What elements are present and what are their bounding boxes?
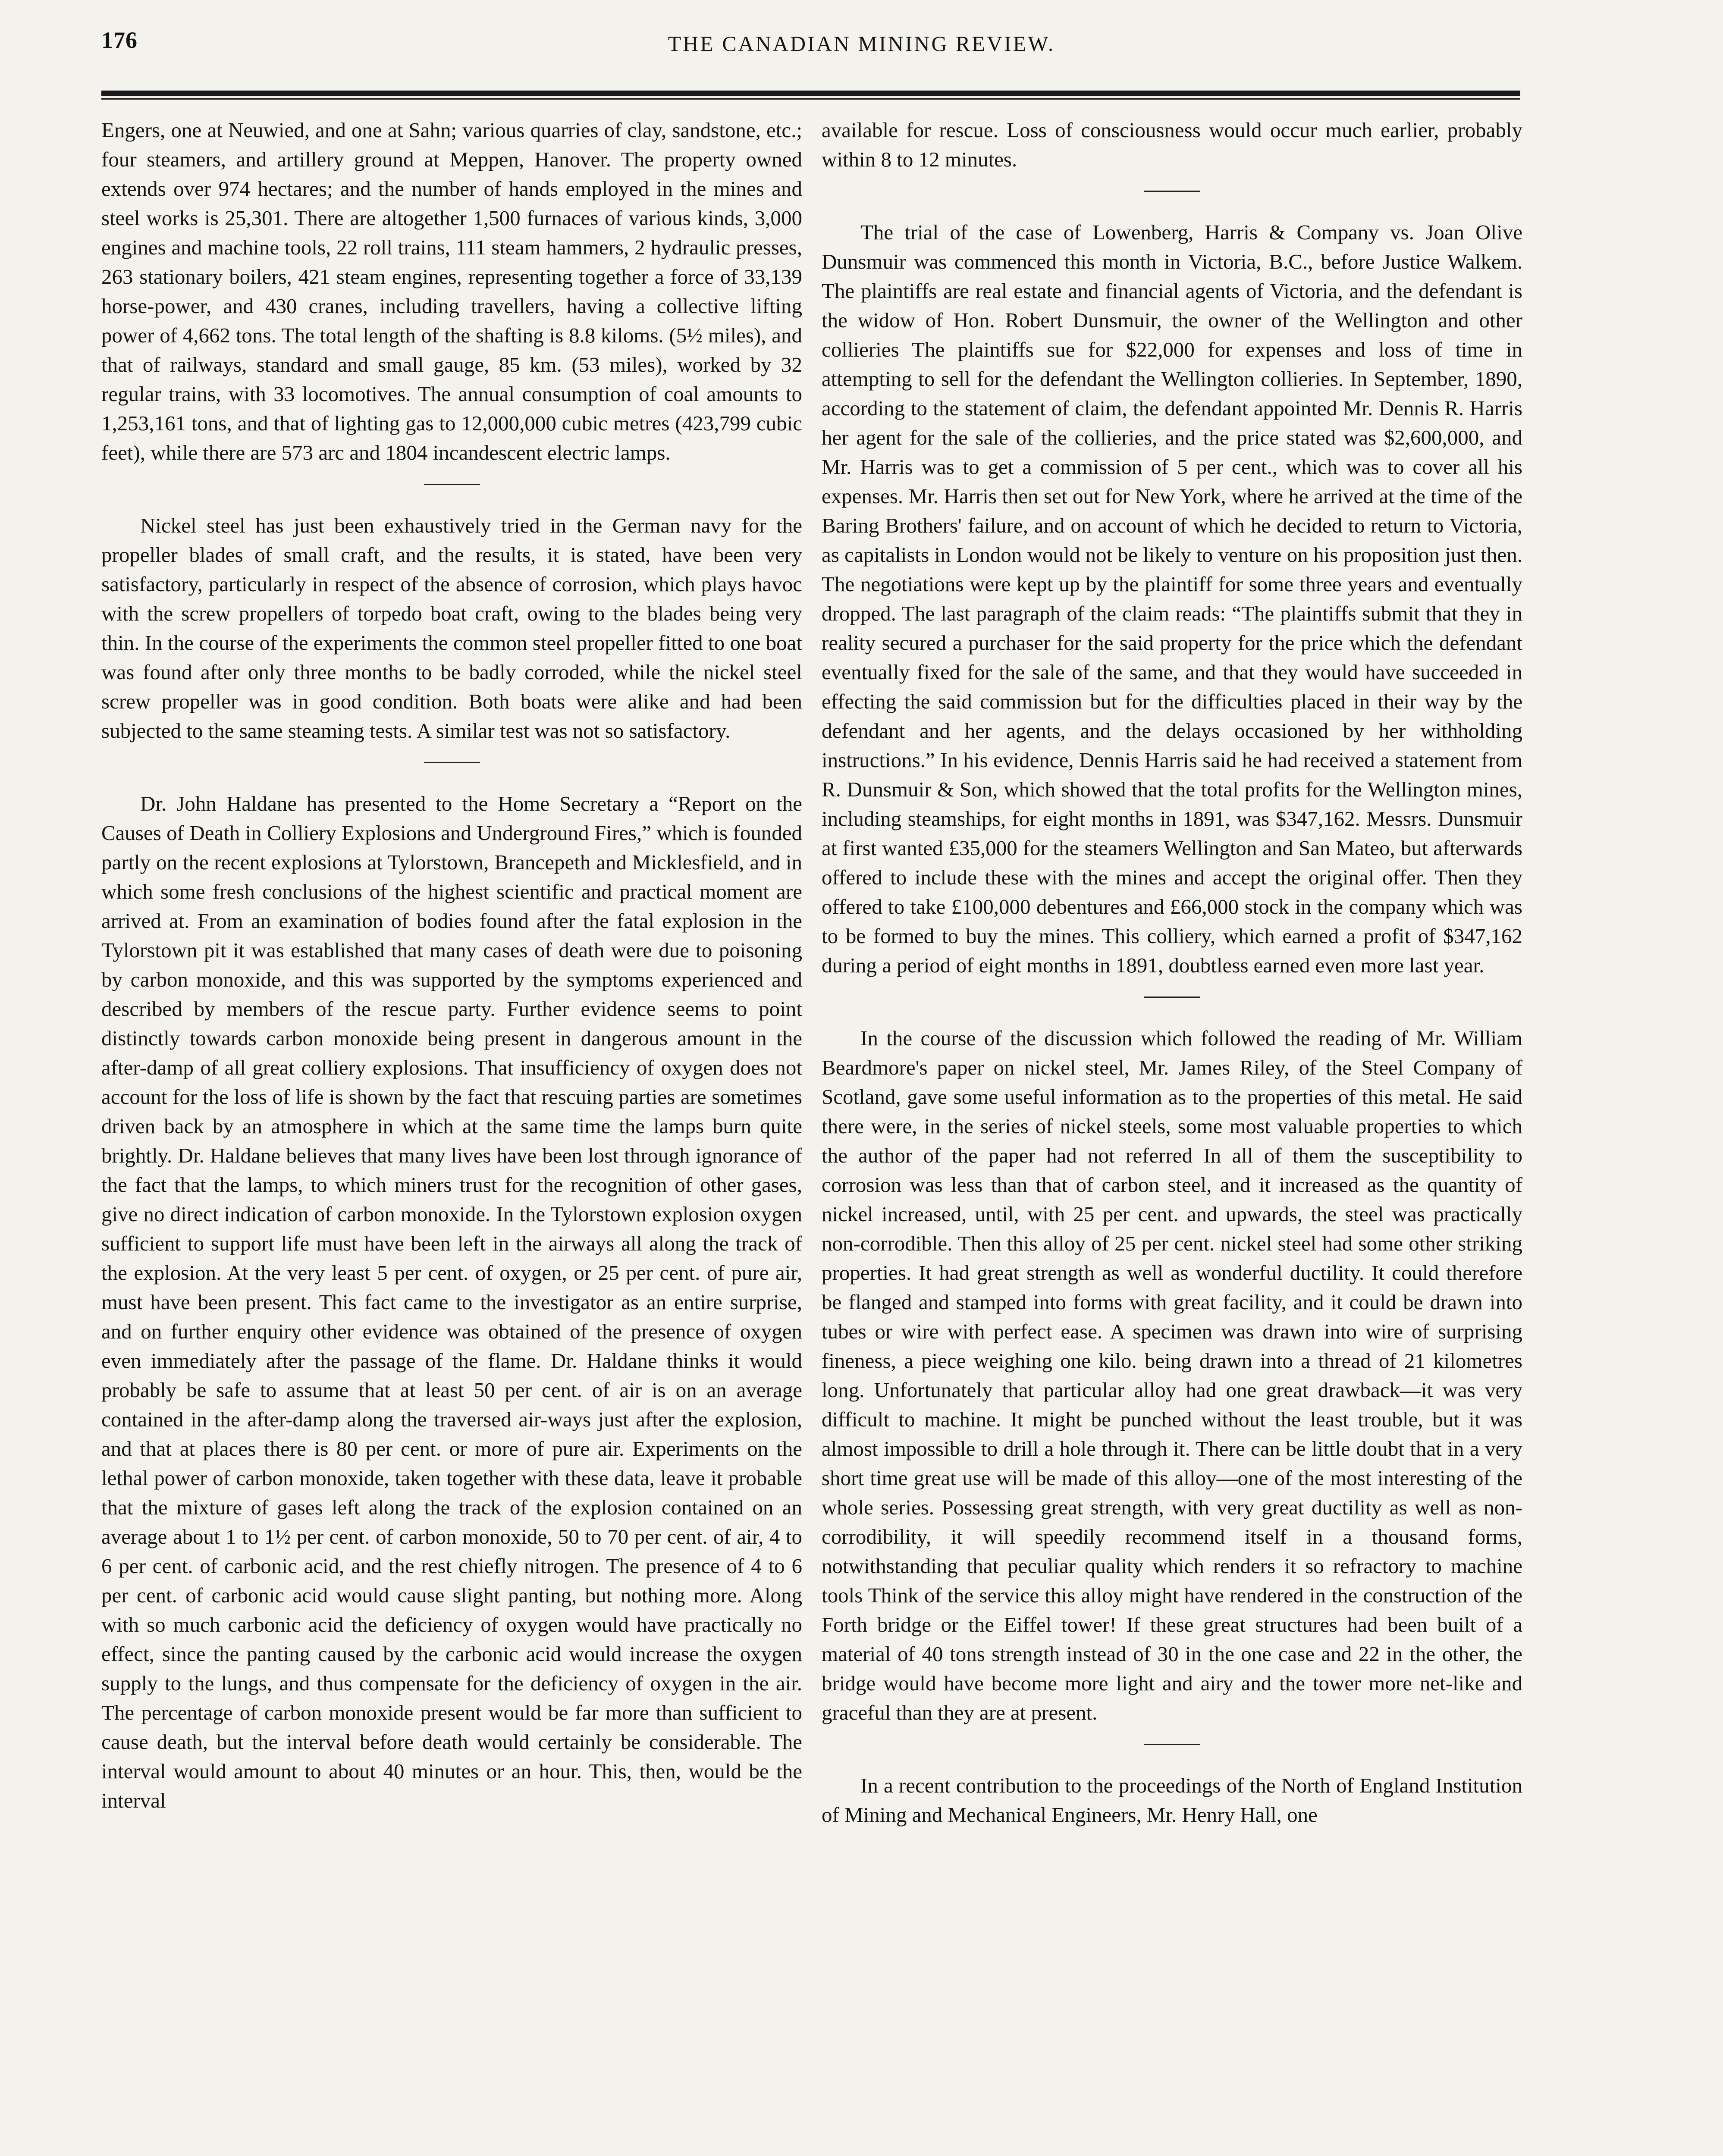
running-title: THE CANADIAN MINING REVIEW. (668, 31, 1055, 56)
article-paragraph: Dr. John Haldane has presented to the Home Secretary a “Report on the Causes of Death in Colliery Explosions and Underground Fires,” which is founded partly on the recent explosions at Tylorstown, Brancepeth and Micklesfield, and in which some fresh conclusions of the highest scientific and practical moment are arrived at. From an examination of bodies found after the fatal explosion in the Tylorstown pit it was established that many cases of death were due to poisoning by carbon monoxide, and this was supported by the symptoms experienced and described by members of the rescue party. Further evidence seems to point distinctly towards carbon monoxide being present in dangerous amount in the after-damp of all great colliery explosions. That insufficiency of oxygen does not account for the loss of life is shown by the fact that rescuing parties are sometimes driven back by an atmosphere in which at the same time the lamps burn quite brightly. Dr. Haldane believes that many lives have been lost through ignorance of the fact that the lamps, to which miners trust for the recognition of other gases, give no direct indication of carbon monoxide. In the Tylorstown explosion oxygen sufficient to support life must have been left in the airways all along the track of the explosion. At the very least 5 per cent. of oxygen, or 25 per cent. of pure air, must have been present. This fact came to the investigator as an entire surprise, and on further enquiry other evidence was obtained of the presence of oxygen even immediately after the passage of the flame. Dr. Haldane thinks it would probably be safe to assume that at least 50 per cent. of air is on an average contained in the after-damp along the traversed air-ways just after the explosion, and that at places there is 80 per cent. or more of pure air. Experiments on the lethal power of carbon monoxide, taken together with these data, leave it probable that the mixture of gases left along the track of the explosion contained on an average about 1 to 1½ per cent. of carbon monoxide, 50 to 70 per cent. of air, 4 to 6 per cent. of carbonic acid, and the rest chiefly nitrogen. The presence of 4 to 6 per cent. of carbonic acid would cause slight panting, but nothing more. Along with so much carbonic acid the deficiency of oxygen would have practically no effect, since the panting caused by the carbonic acid would increase the oxygen supply to the lungs, and thus compensate for the deficiency of oxygen in the air. The percentage of carbon monoxide present would be far more than sufficient to cause death, but the interval before death would certainly be considerable. The interval would amount to about 40 minutes or an hour. This, then, would be the interval (101, 792, 802, 1812)
article-paragraph: In the course of the discussion which followed the reading of Mr. William Beardmore's paper on nickel steel, Mr. James Riley, of the Steel Company of Scotland, gave some useful information as to the properties of this metal. He said there were, in the series of nickel steels, some most valuable properties to which the author of the paper had not referred In all of them the susceptibility to corrosion was less than that of carbon steel, and it increased as the quantity of nickel increased, until, with 25 per cent. and upwards, the steel was practically non-corrodible. Then this alloy of 25 per cent. nickel steel had some other striking properties. It had great strength as well as wonderful ductility. It could therefore be flanged and stamped into forms with great facility, and it could be drawn into tubes or wire with perfect ease. A specimen was drawn into wire of surprising fineness, a piece weighing one kilo. being drawn into a thread of 21 kilometres long. Unfortunately that particular alloy had one great drawback—it was very difficult to machine. It might be punched without the least trouble, but it was almost impossible to drill a hole through it. There can be little doubt that in a very short time great use will be made of this alloy—one of the most interesting of the whole series. Possessing great strength, with very great ductility as well as non-corrodibility, it will speedily recommend itself in a thousand forms, notwithstanding that peculiar quality which renders it so refractory to machine tools Think of the service this alloy might have rendered in the construction of the Forth bridge or the Eiffel tower! If these great structures had been built of a material of 40 tons strength instead of 30 in the one case and 22 in the other, the bridge would have become more light and airy and the tower more net-like and graceful than they are at present. (822, 1026, 1522, 1724)
article-paragraph: available for rescue. Loss of consciousness would occur much earlier, probably within 8 to 12 minutes. (822, 118, 1522, 171)
article-krupp-works (101, 116, 802, 467)
article-separator (1144, 191, 1200, 192)
article-lowenberg-harris-trial (822, 218, 1522, 980)
page-number: 176 (101, 27, 138, 53)
article-separator (1144, 997, 1200, 998)
article-henry-hall (822, 1771, 1522, 1830)
article-haldane-report-continued (822, 116, 1522, 174)
article-nickel-steel-properties (822, 1024, 1522, 1727)
article-separator (424, 762, 480, 763)
article-paragraph: The trial of the case of Lowenberg, Harris & Company vs. Joan Olive Dunsmuir was commenced this month in Victoria, B.C., before Justice Walkem. The plaintiffs are real estate and financial agents of Victoria, and the defendant is the widow of Hon. Robert Dunsmuir, the owner of the Wellington and other collieries The plaintiffs sue for $22,000 for expenses and loss of time in attempting to sell for the defendant the Wellington collieries. In September, 1890, according to the statement of claim, the defendant appointed Mr. Dennis R. Harris her agent for the sale of the collieries, and the price stated was $2,600,000, and Mr. Harris was to get a commission of 5 per cent., which was to cover all his expenses. Mr. Harris then set out for New York, where he arrived at the time of the Baring Brothers' failure, and on account of which he decided to return to Victoria, as capitalists in London would not be likely to venture on his proposition just then. The negotiations were kept up by the plaintiff for some three years and eventually dropped. The last paragraph of the claim reads: “The plaintiffs submit that they in reality secured a purchaser for the said property for the price which the defendant eventually fixed for the sale of the same, and that they would have succeeded in effecting the said commission but for the difficulties placed in their way by the defendant and her agents, and the delays occasioned by her withholding instructions.” In his evidence, Dennis Harris said he had received a statement from R. Dunsmuir & Son, which showed that the total profits for the Wellington mines, including steamships, for eight months in 1891, was $347,162. Messrs. Dunsmuir at first wanted £35,000 for the steamers Wellington and San Mateo, but afterwards offered to include these with the mines and accept the original offer. Then they offered to take £100,000 debentures and £66,000 stock in the company which was to be formed to buy the mines. This colliery, which earned a profit of $347,162 during a period of eight months in 1891, doubtless earned even more last year. (822, 220, 1522, 977)
right-column (822, 116, 1522, 2156)
article-nickel-steel-navy (101, 511, 802, 746)
article-separator (424, 484, 480, 485)
left-column (101, 116, 802, 2156)
header-rule-thin (101, 98, 1520, 100)
article-separator (1144, 1744, 1200, 1745)
article-haldane-report (101, 789, 802, 1815)
header-rule-thick (101, 91, 1520, 96)
article-paragraph: Engers, one at Neuwied, and one at Sahn; various quarries of clay, sandstone, etc.; four steamers, and artillery ground at Meppen, Hanover. The property owned extends over 974 hectares; and the number of hands employed in the mines and steel works is 25,301. There are altogether 1,500 furnaces of various kinds, 3,000 engines and machine tools, 22 roll trains, 111 steam hammers, 2 hydraulic presses, 263 stationary boilers, 421 steam engines, representing together a force of 33,139 horse-power, and 430 cranes, including travellers, having a collective lifting power of 4,662 tons. The total length of the shafting is 8.8 kiloms. (5½ miles), and that of railways, standard and small gauge, 85 km. (53 miles), worked by 32 regular trains, with 33 locomotives. The annual consumption of coal amounts to 1,253,161 tons, and that of lighting gas to 12,000,000 cubic metres (423,799 cubic feet), while there are 573 arc and 1804 incandescent electric lamps. (101, 118, 802, 464)
article-paragraph: In a recent contribution to the proceedings of the North of England Institution of Mining and Mechanical Engineers, Mr. Henry Hall, one (822, 1774, 1522, 1827)
article-paragraph: Nickel steel has just been exhaustively tried in the German navy for the propeller blades of small craft, and the results, it is stated, have been very satisfactory, particularly in respect of the absence of corrosion, which plays havoc with the screw propellers of torpedo boat craft, owing to the blades being very thin. In the course of the experiments the common steel propeller fitted to one boat was found after only three months to be badly corroded, while the nickel steel screw propeller was in good condition. Both boats were alike and had been subjected to the same steaming tests. A similar test was not so satisfactory. (101, 514, 802, 743)
